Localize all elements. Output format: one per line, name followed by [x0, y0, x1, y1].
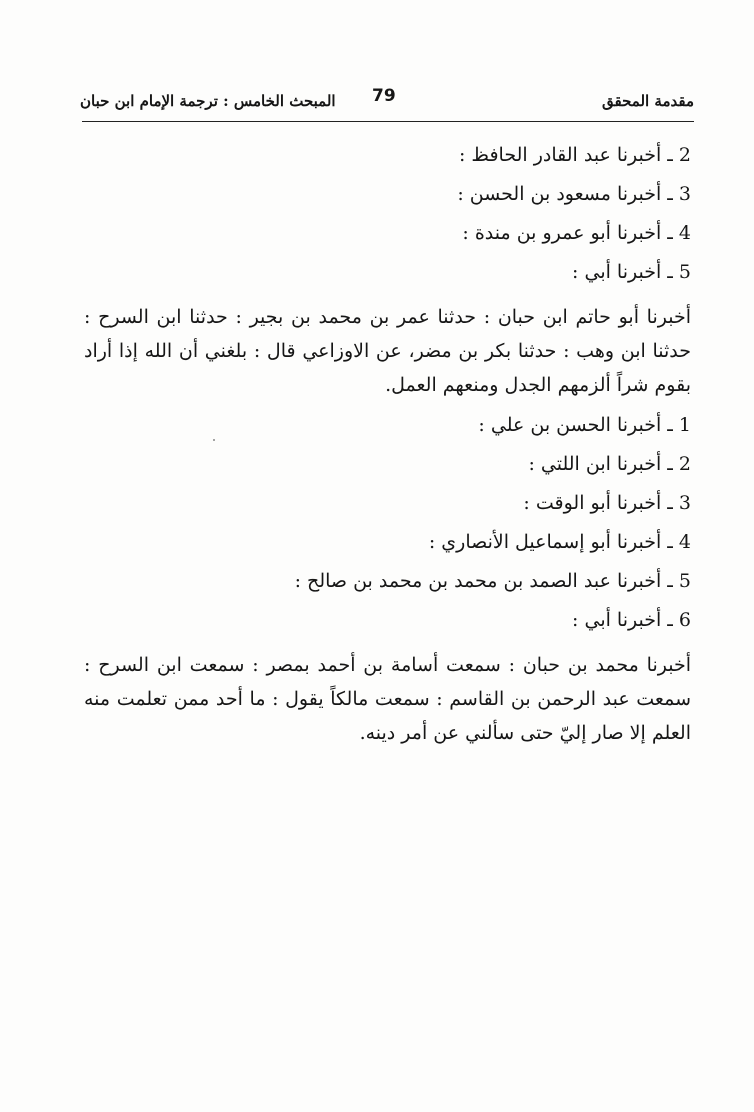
chain-item: 6 ـ أخبرنا أبي :: [572, 609, 691, 631]
chain-item: 4 ـ أخبرنا أبو عمرو بن مندة :: [462, 222, 691, 244]
chain-item: 5 ـ أخبرنا عبد الصمد بن محمد بن محمد بن صالح :: [294, 570, 691, 592]
page-body: [84, 136, 691, 754]
page-number: 79: [372, 86, 396, 106]
chain-item: 3 ـ أخبرنا أبو الوقت :: [523, 492, 691, 514]
scan-speck: [213, 439, 215, 441]
narration-paragraph: أخبرنا محمد بن حبان : سمعت أسامة بن أحمد بمصر : سمعت ابن السرح : سمعت عبد الرحمن بن القاسم : سمعت مالكاً يقول : ما أحد ممن تعلمت منه العلم إلا صار إليّ حتى سألني عن أمر دينه.: [84, 654, 691, 744]
header-chapter-title: المبحث الخامس : ترجمة الإمام ابن حبان: [80, 92, 336, 110]
narration-paragraph: أخبرنا أبو حاتم ابن حبان : حدثنا عمر بن محمد بن بجير : حدثنا ابن السرح : حدثنا ابن وهب : حدثنا بكر بن مضر، عن الاوزاعي قال : بلغني أن الله إذا أراد بقوم شراً ألزمهم الجدل ومنعهم العمل.: [84, 306, 691, 396]
running-header: [80, 86, 694, 116]
header-rule: [82, 121, 694, 122]
chain-item: 1 ـ أخبرنا الحسن بن علي :: [478, 414, 691, 436]
chain-item: 3 ـ أخبرنا مسعود بن الحسن :: [457, 183, 691, 205]
chain-item: 5 ـ أخبرنا أبي :: [572, 261, 691, 283]
header-section-title: مقدمة المحقق: [602, 92, 694, 110]
chain-item: 2 ـ أخبرنا ابن اللتي :: [528, 453, 691, 475]
chain-item: 2 ـ أخبرنا عبد القادر الحافظ :: [458, 144, 691, 166]
chain-item: 4 ـ أخبرنا أبو إسماعيل الأنصاري :: [428, 531, 691, 553]
